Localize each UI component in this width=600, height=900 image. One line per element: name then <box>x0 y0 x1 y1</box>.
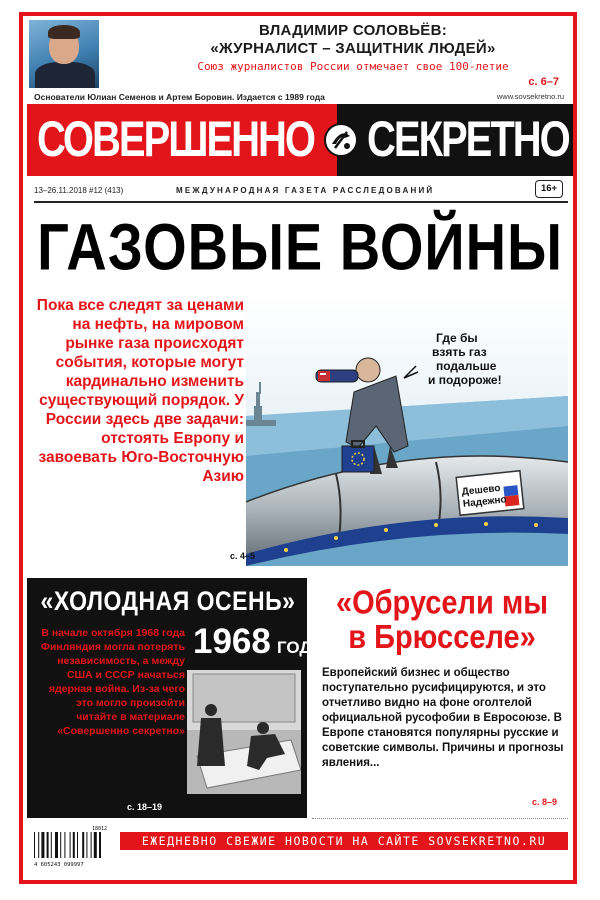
masthead <box>27 104 573 176</box>
tagline: МЕЖДУНАРОДНАЯ ГАЗЕТА РАССЛЕДОВАНИЙ <box>176 186 435 195</box>
cheap-reliable-sign <box>456 471 524 515</box>
sign-text-line1: Дешево <box>461 482 501 498</box>
speech-line-4: и подороже! <box>428 373 502 387</box>
header-divider <box>34 201 568 203</box>
barcode-bar <box>47 832 49 858</box>
cold-autumn-year: 1968 <box>193 622 271 661</box>
barcode-bar <box>91 832 92 858</box>
barcode-bar <box>73 832 75 858</box>
teaser-quote: «ЖУРНАЛИСТ – ЗАЩИТНИК ЛЮДЕЙ» <box>210 40 496 57</box>
barcode-number: 4 605243 099997 <box>34 862 84 868</box>
barcode-bar <box>60 832 61 858</box>
teaser-name: ВЛАДИМИР СОЛОВЬЁВ: <box>258 22 448 39</box>
brussels-page-ref: с. 8–9 <box>532 797 558 807</box>
main-headline[interactable]: ГАЗОВЫЕ ВОЙНЫ <box>37 209 563 284</box>
issue-code: 18012 <box>92 826 108 832</box>
barcode-bar <box>82 832 84 858</box>
barcode-bar <box>55 832 58 858</box>
barcode-icon <box>30 822 114 868</box>
barcode-bar <box>34 832 35 858</box>
masthead-title-part2: СЕКРЕТНО <box>367 112 569 167</box>
website-link-top[interactable]: www.sovsekretno.ru <box>496 92 564 101</box>
cold-autumn-title: «ХОЛОДНАЯ ОСЕНЬ» <box>40 586 296 616</box>
right-story-divider <box>312 818 568 819</box>
issue-dateline: 13–26.11.2018 #12 (413) <box>34 186 124 195</box>
cold-autumn-story[interactable] <box>27 578 324 818</box>
age-rating-badge: 16+ <box>535 180 563 198</box>
eu-briefcase-icon <box>342 441 374 472</box>
footer-banner-text[interactable]: ЕЖЕДНЕВНО СВЕЖИЕ НОВОСТИ НА САЙТЕ SOVSEKRETNO.RU <box>141 834 547 848</box>
archive-photo <box>187 670 301 794</box>
barcode-bar <box>41 832 44 858</box>
teaser-subtitle: Союз журналистов России отмечает свое 100-летие <box>197 60 509 73</box>
founders-line: Основатели Юлиан Семенов и Артем Боровин. Издается с 1989 года <box>34 92 325 102</box>
speech-line-3: подальше <box>436 359 497 373</box>
brussels-title-line1: «Обрусели мы <box>335 584 549 622</box>
teaser-page-ref: с. 6–7 <box>528 76 559 88</box>
teaser-portrait-photo <box>29 20 99 88</box>
speech-line-2: взять газ <box>432 345 487 359</box>
sign-text-line2: Надежно <box>462 494 508 510</box>
main-story-page-ref: с. 4–5 <box>230 551 256 561</box>
barcode-bar <box>70 832 71 858</box>
brussels-story-text: Европейский бизнес и общество поступательно русифицируются, и это отчетливо видно на фоне оголтелой официальной русофобии в Евросоюзе. В Европе становятся популярны русские и советские символы. Причины и прогнозы явления... <box>322 667 564 769</box>
gas-pipeline-cartoon <box>246 296 568 566</box>
cold-autumn-text: В начале октября 1968 года Финляндия могла потерять независимость, а между США и СССР начаться ядерная война. Из-за чего это могло произойти читайте в материале «Совершенно секретно» <box>40 627 185 737</box>
cold-autumn-page-ref: с. 18–19 <box>127 802 163 812</box>
brussels-story-title[interactable] <box>316 586 568 655</box>
barcode-bar <box>86 832 87 858</box>
top-teaser[interactable] <box>23 16 573 90</box>
speech-line-1: Где бы <box>436 331 478 345</box>
barcode-bar <box>99 832 101 858</box>
barcode-bar <box>51 832 52 858</box>
barcode-bar <box>64 832 65 858</box>
barcode-bar <box>38 832 39 858</box>
barcode-bar <box>94 832 97 858</box>
masthead-logo-icon <box>323 122 359 158</box>
cold-autumn-year-word: ГОДА <box>277 638 324 657</box>
masthead-title-part1: СОВЕРШЕННО <box>37 112 315 167</box>
barcode-bar <box>77 832 78 858</box>
main-lead-text: Пока все следят за ценами на нефть, на мировом рынке газа происходят события, которые могут кардинально изменить существующий порядок. У России здесь две задачи: отстоять Европу и завоевать Юго-Восточную Азию <box>36 297 244 485</box>
brussels-title-line2: в Брюсселе» <box>348 619 536 657</box>
